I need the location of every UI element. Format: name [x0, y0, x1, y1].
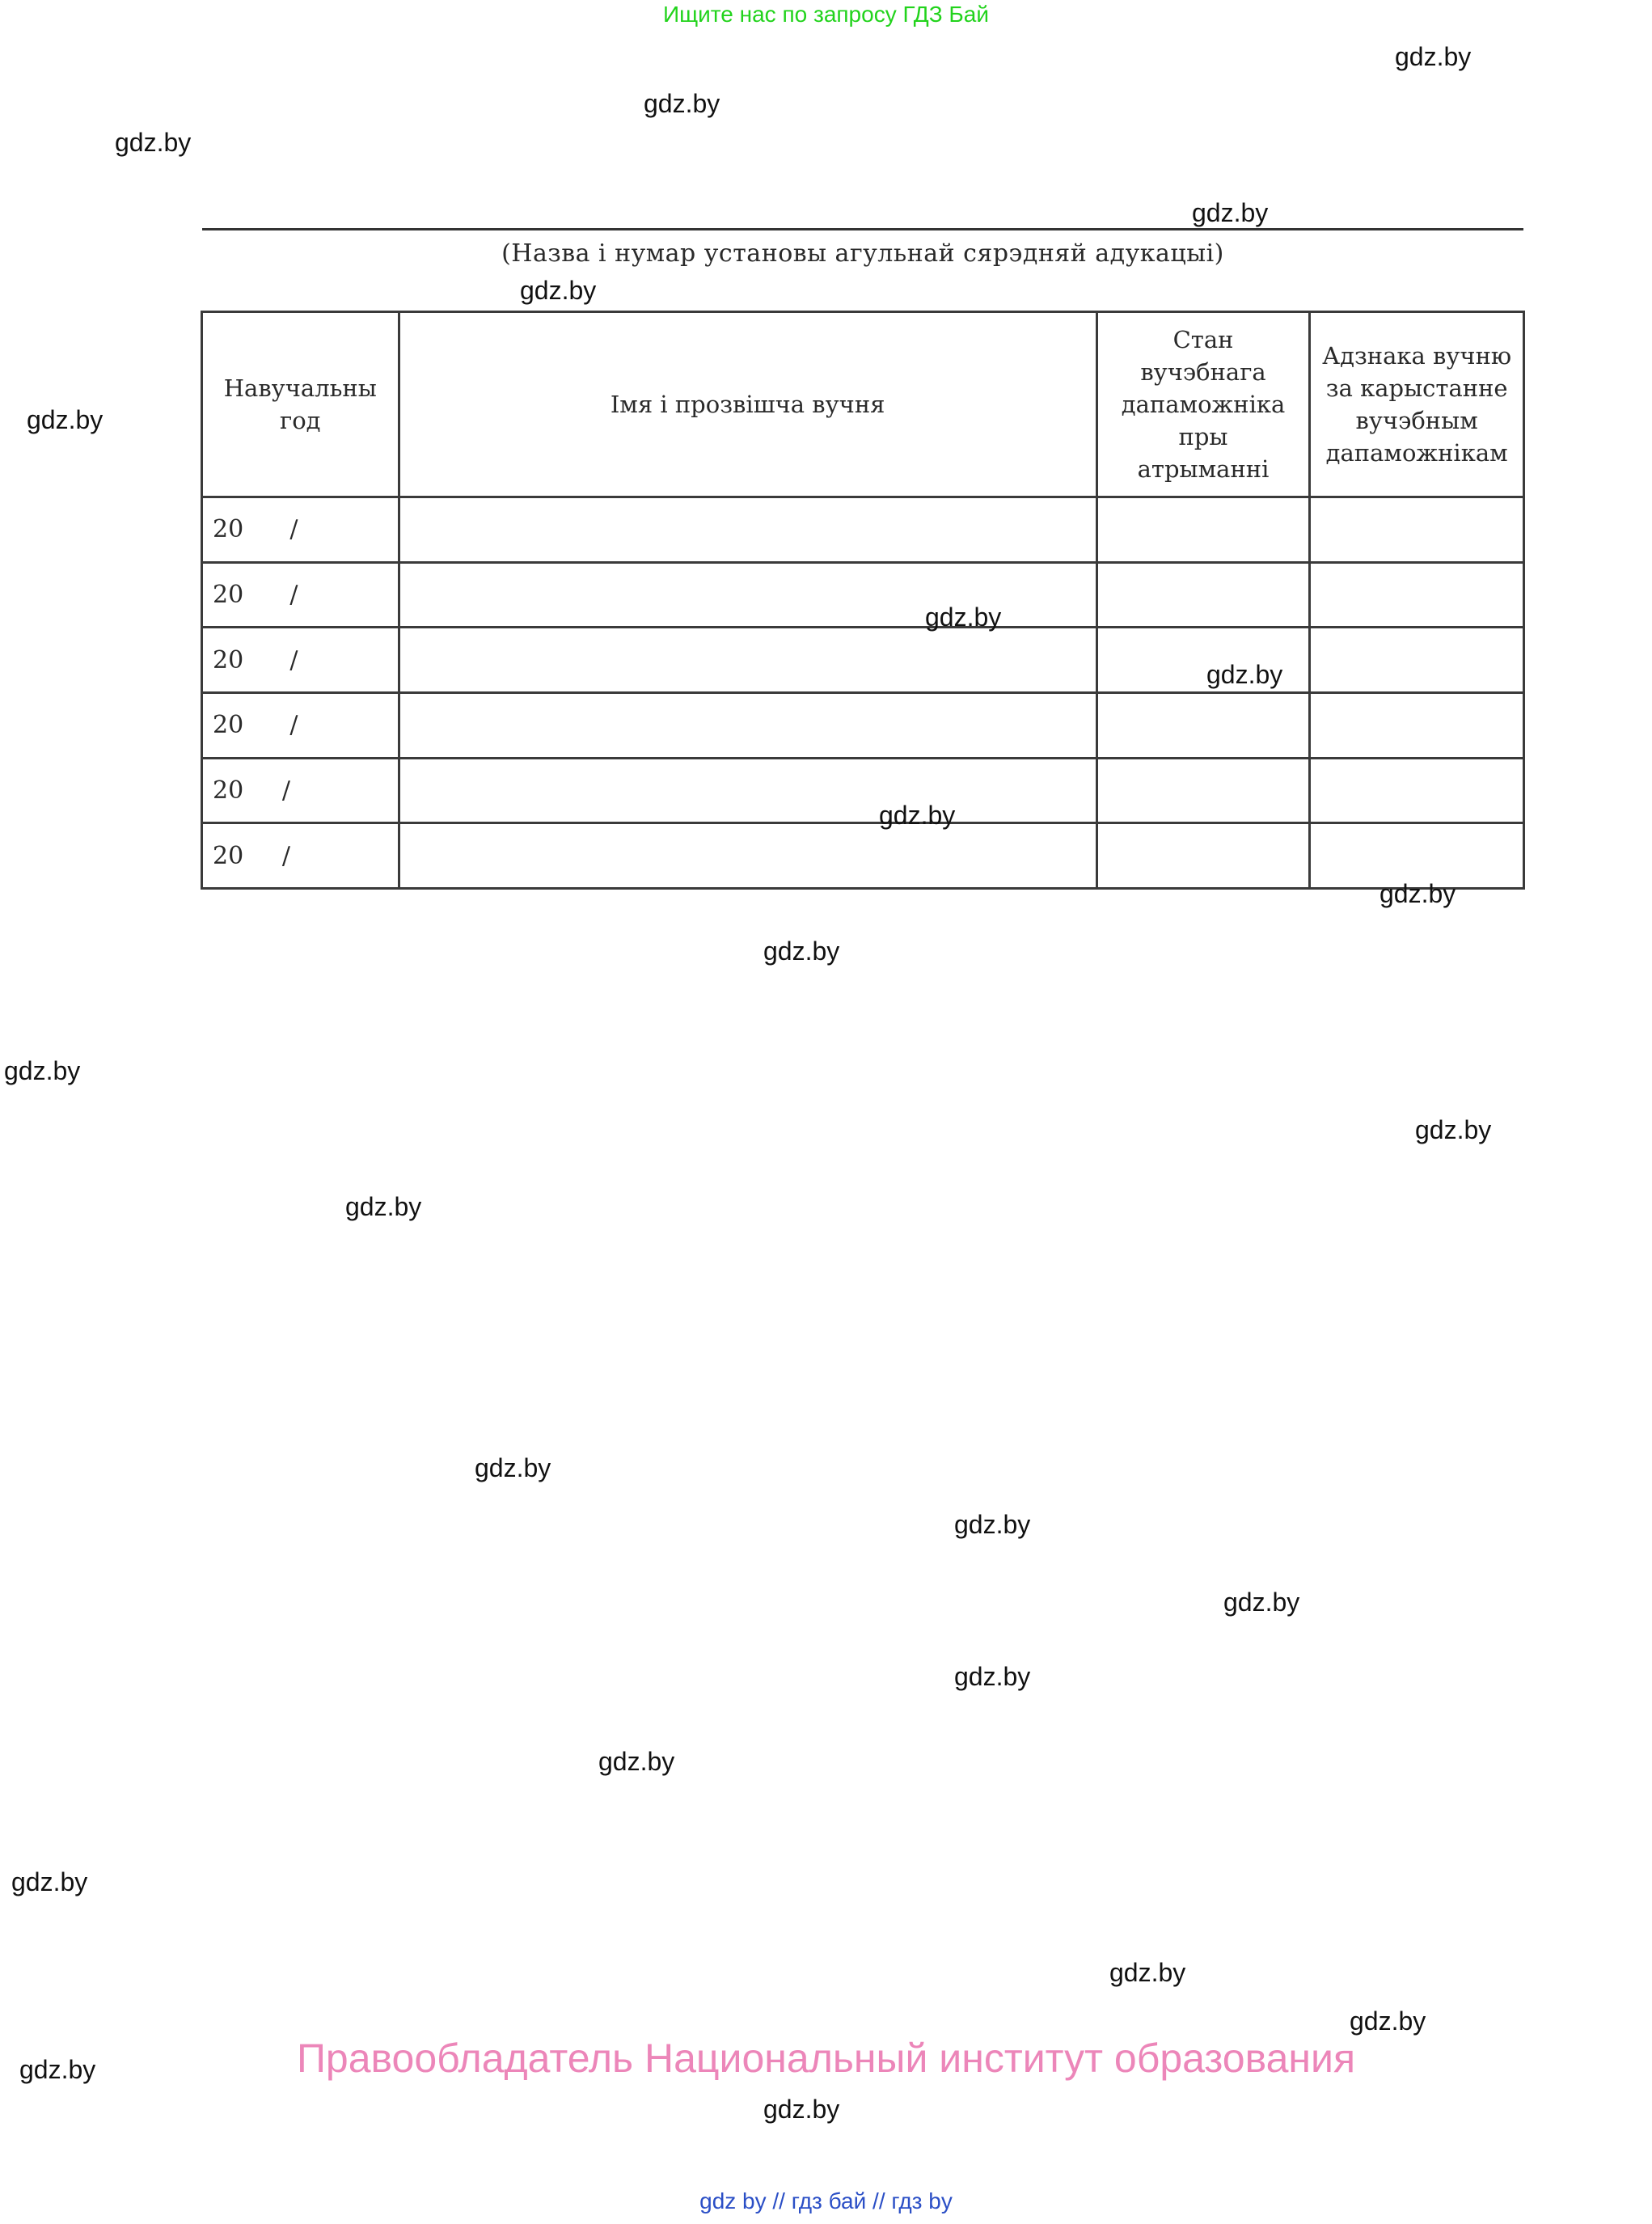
copyright-notice: Правообладатель Национальный институт образования: [296, 2036, 1356, 2081]
watermark: gdz.by: [475, 1453, 551, 1482]
header-academic-year: Навучальны год: [202, 312, 399, 497]
watermark: gdz.by: [520, 276, 597, 305]
watermark: gdz.by: [879, 801, 956, 830]
textbook-register-table: [201, 311, 1525, 890]
header-condition-on-receipt: Стан вучэбнага дапаможніка пры атрыманні: [1096, 312, 1310, 497]
watermark: gdz.by: [763, 937, 840, 966]
table-row: [202, 692, 1524, 758]
watermark: gdz.by: [115, 128, 192, 157]
year-cell: 20 /: [202, 758, 399, 823]
table-row: [202, 758, 1524, 823]
table-row: [202, 823, 1524, 889]
table-row: [202, 497, 1524, 563]
watermark: gdz.by: [11, 1867, 88, 1896]
watermark: gdz.by: [1379, 879, 1456, 908]
watermark: gdz.by: [925, 603, 1002, 632]
student-name-cell: [399, 692, 1096, 758]
table-header-row: [202, 312, 1524, 497]
watermark: gdz.by: [644, 89, 720, 118]
year-cell: 20 /: [202, 823, 399, 889]
watermark: gdz.by: [598, 1747, 675, 1776]
header-usage-grade: Адзнака вучню за карыстанне вучэбным дапаможнікам: [1310, 312, 1524, 497]
condition-cell: [1096, 823, 1310, 889]
footer-links: gdz by // гдз бай // гдз by: [699, 2188, 953, 2213]
top-banner: Ищите нас по запросу ГДЗ Бай: [662, 2, 990, 27]
grade-cell: [1310, 562, 1524, 628]
watermark: gdz.by: [1206, 660, 1283, 689]
watermark: gdz.by: [1415, 1115, 1492, 1144]
condition-cell: [1096, 562, 1310, 628]
year-cell: 20 /: [202, 562, 399, 628]
grade-cell: [1310, 628, 1524, 693]
condition-cell: [1096, 758, 1310, 823]
watermark: gdz.by: [1395, 42, 1472, 71]
table-row: [202, 562, 1524, 628]
school-name-caption: (Назва і нумар установы агульнай сярэдняй адукацыі): [501, 239, 1224, 268]
student-name-cell: [399, 823, 1096, 889]
watermark: gdz.by: [954, 1510, 1031, 1539]
year-cell: 20 /: [202, 497, 399, 563]
condition-cell: [1096, 497, 1310, 563]
student-name-cell: [399, 628, 1096, 693]
grade-cell: [1310, 692, 1524, 758]
watermark: gdz.by: [1192, 198, 1269, 227]
student-name-cell: [399, 758, 1096, 823]
watermark: gdz.by: [345, 1192, 422, 1221]
watermark: gdz.by: [1223, 1588, 1300, 1617]
grade-cell: [1310, 758, 1524, 823]
table-row: [202, 628, 1524, 693]
watermark: gdz.by: [954, 1662, 1031, 1691]
watermark: gdz.by: [1350, 2006, 1426, 2036]
header-student-name: Імя і прозвішча вучня: [399, 312, 1096, 497]
watermark: gdz.by: [1109, 1958, 1186, 1987]
year-cell: 20 /: [202, 692, 399, 758]
condition-cell: [1096, 692, 1310, 758]
grade-cell: [1310, 497, 1524, 563]
school-name-line: [202, 228, 1523, 230]
year-cell: 20 /: [202, 628, 399, 693]
student-name-cell: [399, 497, 1096, 563]
watermark: gdz.by: [27, 405, 104, 434]
watermark: gdz.by: [19, 2055, 96, 2084]
watermark: gdz.by: [763, 2095, 840, 2124]
watermark: gdz.by: [4, 1056, 81, 1085]
